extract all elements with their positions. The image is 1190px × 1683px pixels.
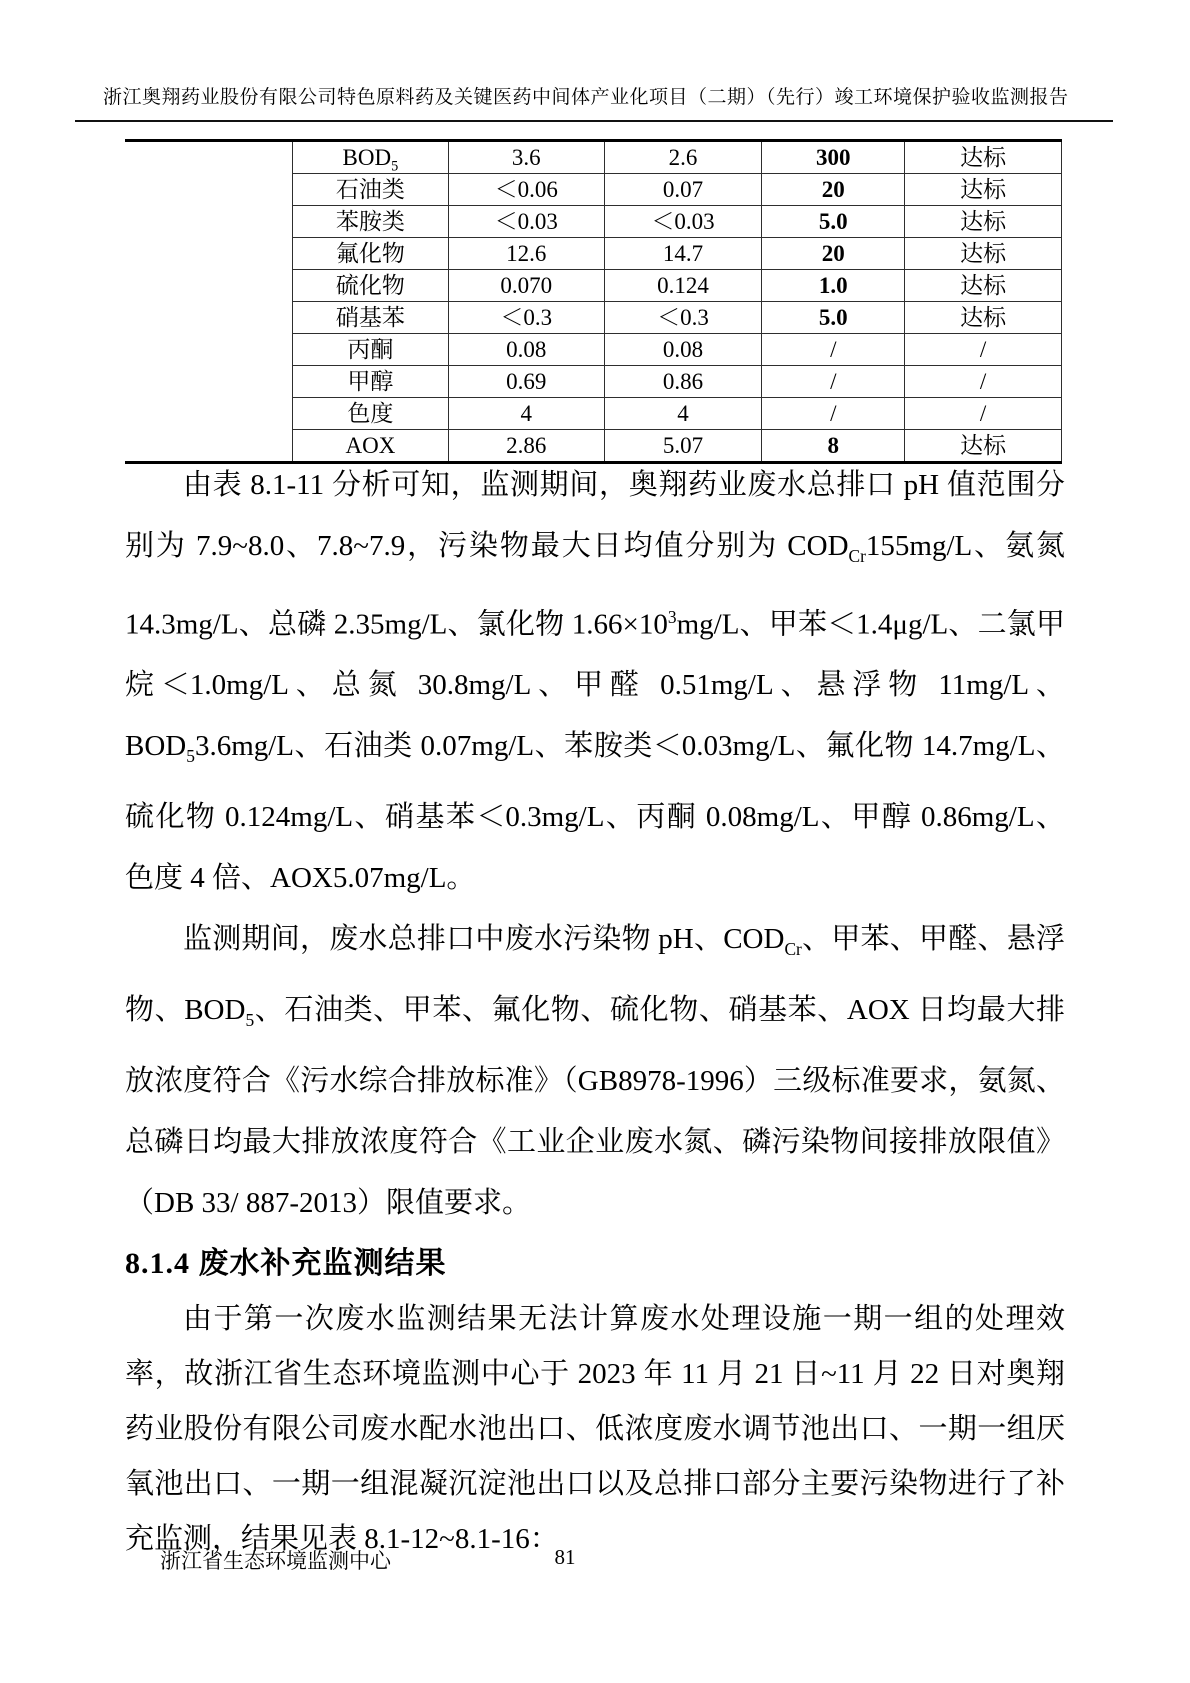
standard-limit-cell: / <box>761 398 904 430</box>
value-day1-cell: 2.86 <box>448 430 604 461</box>
value-day2-cell: 2.6 <box>604 142 762 174</box>
value-day1-cell: ＜0.03 <box>448 206 604 238</box>
value-day1-cell: 4 <box>448 398 604 430</box>
pollutant-name-cell: 石油类 <box>292 174 448 206</box>
value-day2-cell: ＜0.03 <box>604 206 762 238</box>
value-day1-cell: 3.6 <box>448 142 604 174</box>
value-day1-cell: 0.08 <box>448 334 604 366</box>
value-day2-cell: 4 <box>604 398 762 430</box>
wastewater-results-table <box>125 139 1062 464</box>
value-day2-cell: 14.7 <box>604 238 762 270</box>
pollutant-name-cell: 硫化物 <box>292 270 448 302</box>
compliance-cell: 达标 <box>904 142 1061 174</box>
standard-limit-cell: / <box>761 334 904 366</box>
compliance-cell: 达标 <box>904 430 1061 461</box>
standard-limit-cell: 20 <box>761 174 904 206</box>
pollutant-name-cell: AOX <box>292 430 448 461</box>
value-day2-cell: 0.86 <box>604 366 762 398</box>
compliance-cell: / <box>904 398 1061 430</box>
table-merged-empty-cell <box>125 142 292 461</box>
value-day2-cell: ＜0.3 <box>604 302 762 334</box>
table-row <box>292 270 1061 302</box>
value-day1-cell: 0.69 <box>448 366 604 398</box>
value-day2-cell: 0.124 <box>604 270 762 302</box>
section-heading: 8.1.4 废水补充监测结果 <box>125 1246 447 1280</box>
compliance-cell: 达标 <box>904 174 1061 206</box>
compliance-cell: / <box>904 366 1061 398</box>
compliance-cell: 达标 <box>904 302 1061 334</box>
standard-limit-cell: 5.0 <box>761 302 904 334</box>
pollutant-name-cell: 硝基苯 <box>292 302 448 334</box>
paragraph-supplementary-monitoring: 由于第一次废水监测结果无法计算废水处理设施一期一组的处理效率，故浙江省生态环境监测中心于 2023 年 11 月 21 日~11 月 22 日对奥翔药业股份有限公司废水配水池出口、低浓度废水调节池出口、一期一组厌氧池出口、一期一组混凝沉淀池出口以及总排口部分主要污染物进行了补充监测，结果见表 8.1-12~8.1-16： <box>125 1302 1065 1555</box>
table-row <box>292 238 1061 270</box>
value-day2-cell: 0.08 <box>604 334 762 366</box>
value-day1-cell: ＜0.06 <box>448 174 604 206</box>
table-row <box>292 174 1061 206</box>
page-header-title: 浙江奥翔药业股份有限公司特色原料药及关键医药中间体产业化项目（二期）（先行）竣工环境保护验收监测报告 <box>103 87 1069 108</box>
pollutant-name-cell: 甲醇 <box>292 366 448 398</box>
paragraph-standards-compliance: 监测期间，废水总排口中废水污染物 pH、$COD_{Cr}$、甲苯、甲醛、悬浮物、$BOD_5$、石油类、甲苯、氟化物、硫化物、硝基苯、AOX 日均最大排放浓度符合《污水综合排放标准》（GB8978-1996）三级标准要求，氨氮、总磷日均最大排放浓度符合《工业企业废水氮、磷污染物间接排放限值》（DB 33/ 887-2013）限值要求。 <box>125 923 1065 1219</box>
table-row <box>292 142 1061 174</box>
footer-organization: 浙江省生态环境监测中心 <box>160 1549 391 1573</box>
value-day2-cell: 5.07 <box>604 430 762 461</box>
table-row <box>292 366 1061 398</box>
standard-limit-cell: 300 <box>761 142 904 174</box>
compliance-cell: 达标 <box>904 238 1061 270</box>
pollutant-name-cell: 丙酮 <box>292 334 448 366</box>
paragraph-analysis-results: 由表 8.1-11 分析可知，监测期间，奥翔药业废水总排口 pH 值范围分别为 7.9~8.0、7.8~7.9，污染物最大日均值分别为 $COD_{Cr}155mg/L$、氨氮 14.3mg/L、总磷 2.35mg/L、氯化物 $1.66\times 10^3mg/L$、甲苯＜1.4μg/L、二氯甲烷＜1.0mg/L、总氮 30.8mg/L、甲醛 0.51mg/L、悬浮物 11mg/L、$BOD_53.6mg/L$、石油类 0.07mg/L、苯胺类＜0.03mg/L、氟化物 14.7mg/L、硫化物 0.124mg/L、硝基苯＜0.3mg/L、丙酮 0.08mg/L、甲醇 0.86mg/L、色度 4 倍、AOX5.07mg/L。 <box>125 469 1066 895</box>
compliance-cell: 达标 <box>904 206 1061 238</box>
compliance-cell: / <box>904 334 1061 366</box>
standard-limit-cell: 1.0 <box>761 270 904 302</box>
pollutant-name-cell: $BOD_5$ <box>292 142 448 174</box>
page-number: 81 <box>554 1545 576 1569</box>
value-day2-cell: 0.07 <box>604 174 762 206</box>
pollutant-name-cell: 苯胺类 <box>292 206 448 238</box>
standard-limit-cell: / <box>761 366 904 398</box>
table-row <box>292 334 1061 366</box>
standard-limit-cell: 8 <box>761 430 904 461</box>
pollutant-name-cell: 氟化物 <box>292 238 448 270</box>
value-day1-cell: 0.070 <box>448 270 604 302</box>
compliance-cell: 达标 <box>904 270 1061 302</box>
value-day1-cell: 12.6 <box>448 238 604 270</box>
page-header <box>75 82 1113 122</box>
table-row <box>292 206 1061 238</box>
standard-limit-cell: 20 <box>761 238 904 270</box>
standard-limit-cell: 5.0 <box>761 206 904 238</box>
value-day1-cell: ＜0.3 <box>448 302 604 334</box>
document-body <box>125 455 1065 1567</box>
pollutant-table-grid <box>292 142 1062 461</box>
pollutant-name-cell: 色度 <box>292 398 448 430</box>
table-row <box>292 398 1061 430</box>
table-row <box>292 302 1061 334</box>
